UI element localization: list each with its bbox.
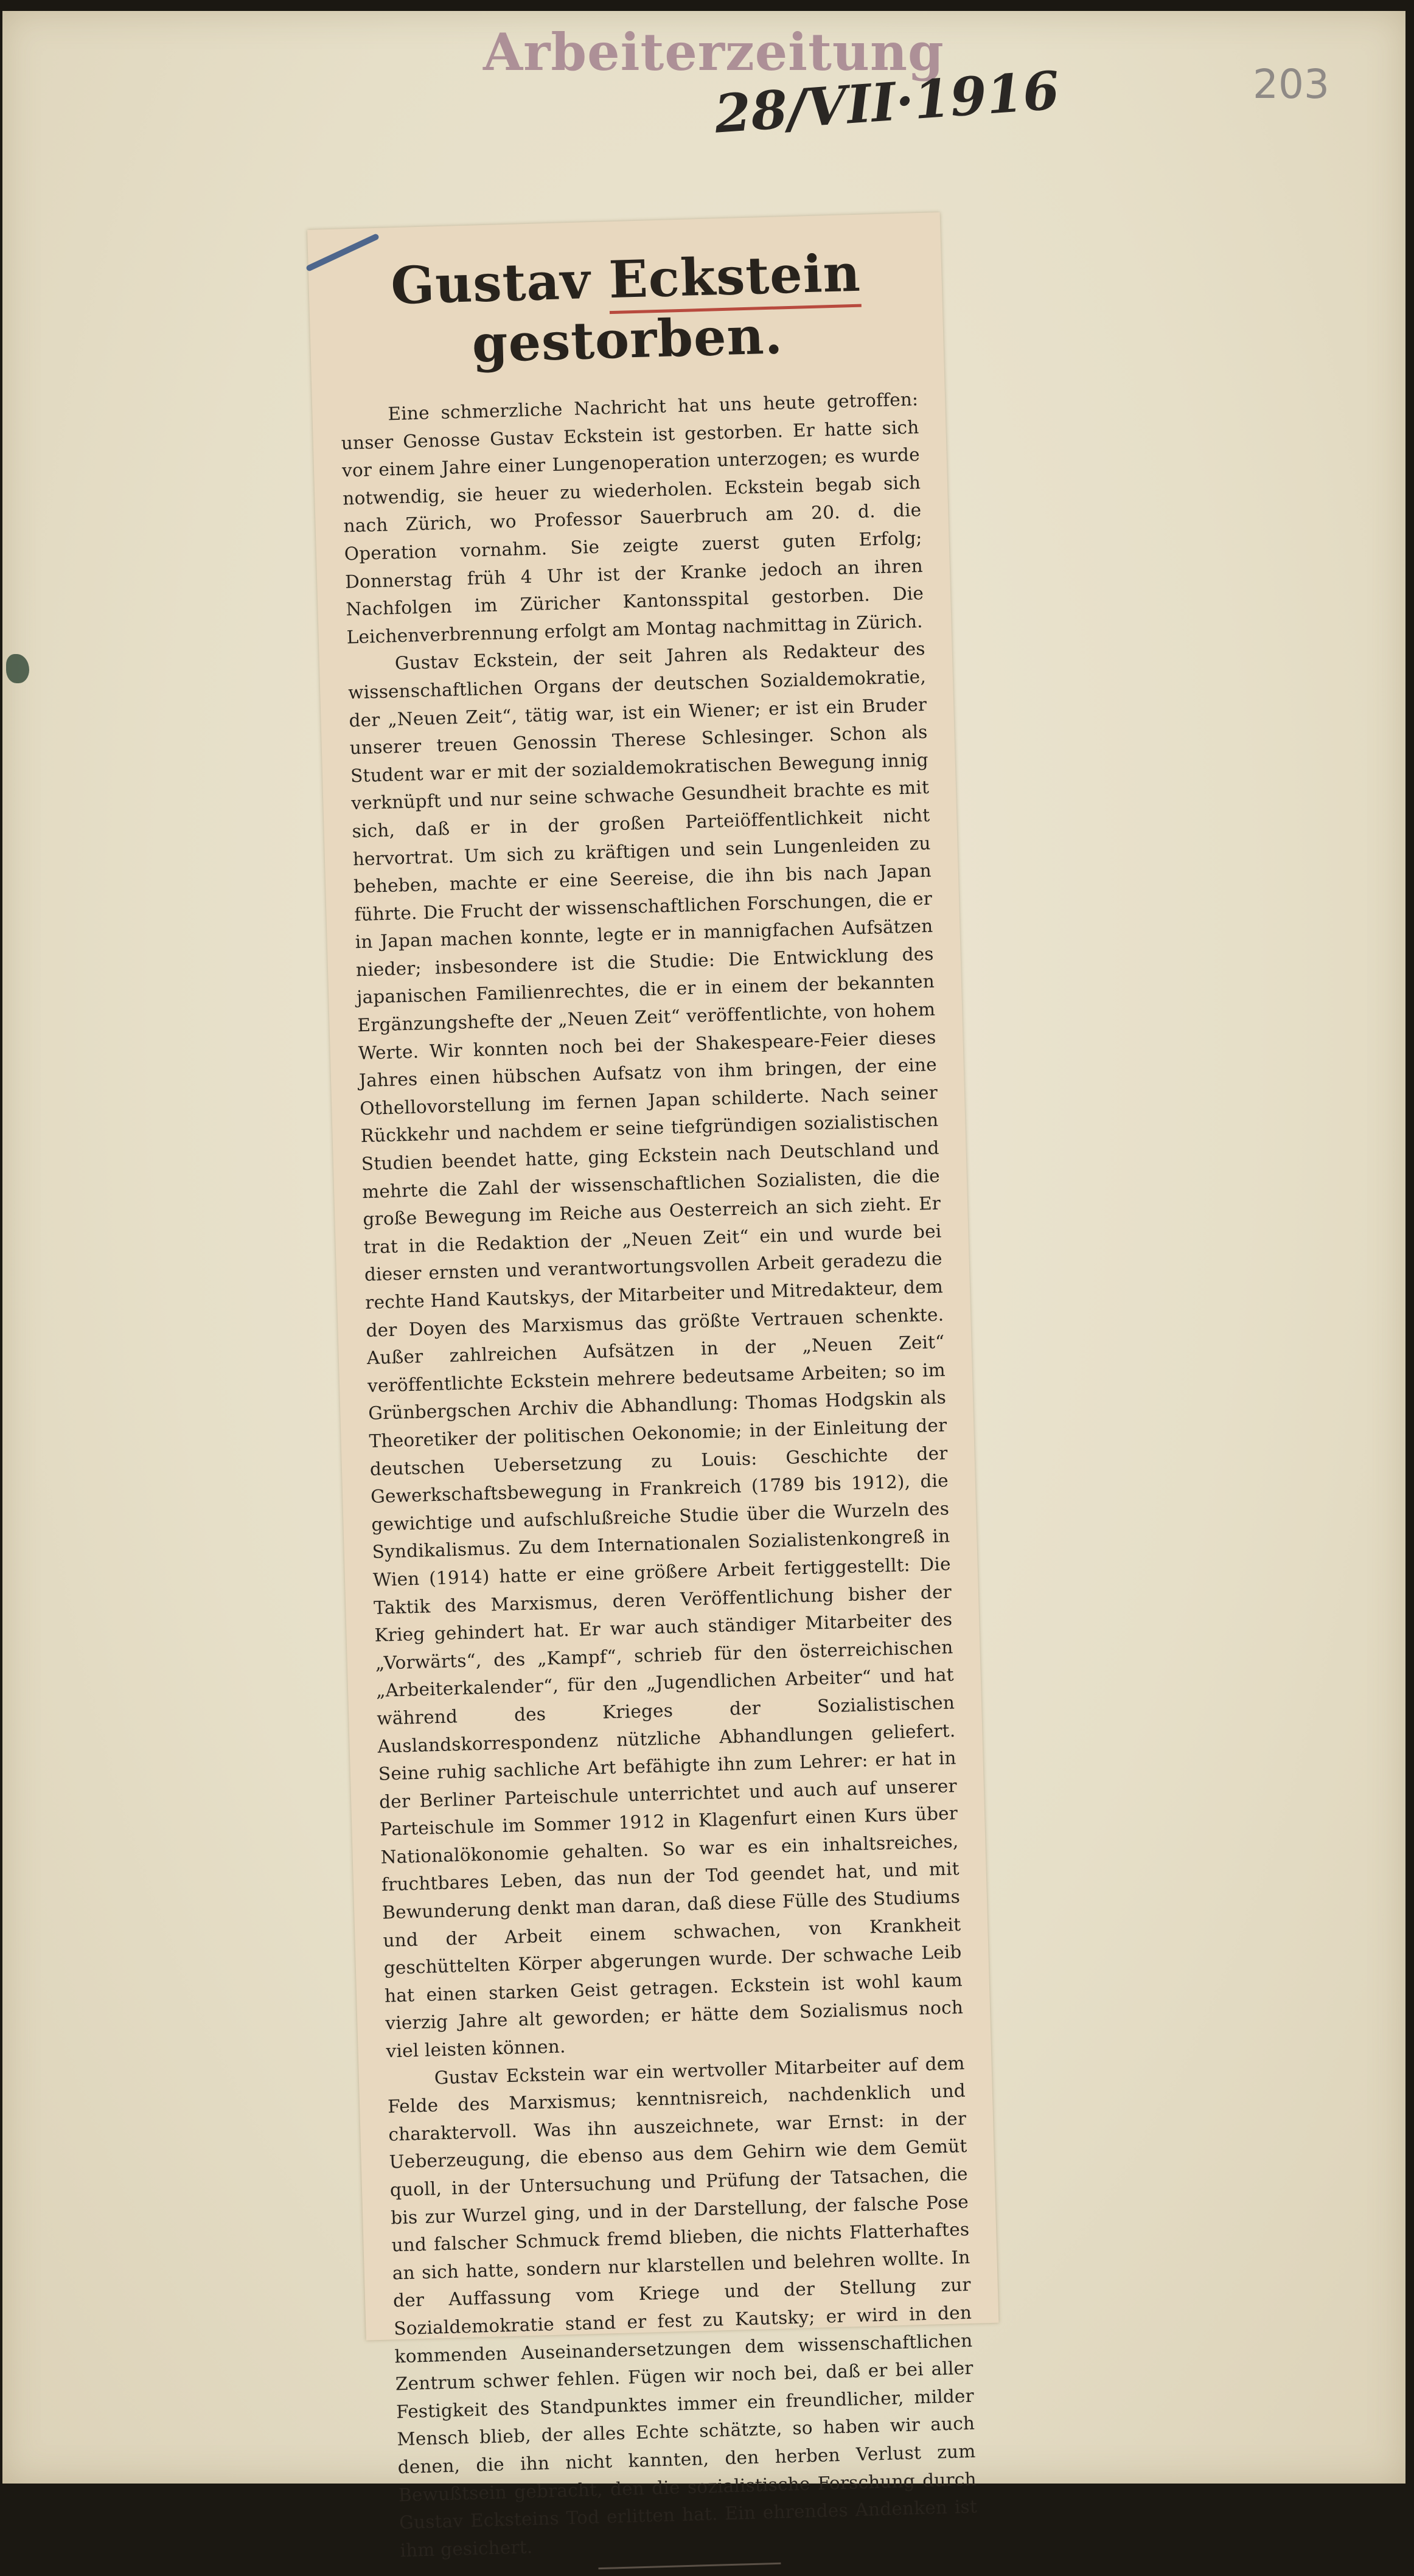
headline-underlined-name: Eckstein <box>608 243 862 315</box>
end-rule <box>598 2563 781 2569</box>
article-paragraph: Gustav Eckstein, der seit Jahren als Redakteur des wissenschaftlichen Organs der deutschen Sozialdemokratie, der „Neuen Zeit“, tätig war, ist ein Wiener; er ist ein Bruder unserer treuen Genossin Therese Schlesinger. Schon als Student war er mit der sozialdemokratischen Bewegung innig verknüpft und nur seine schwache Gesundheit brachte es mit sich, daß er in der großen Parteiöffentlichkeit nicht hervortrat. Um sich zu kräftigen und sein Lungenleiden zu beheben, machte er eine Seereise, die ihn bis nach Japan führte. Die Frucht der wissenschaftlichen Forschungen, die er in Japan machen konnte, legte er in mannigfachen Aufsätzen nieder; insbesondere ist die Studie: Die Entwicklung des japanischen Familienrechtes, die er in einem der bekannten Ergänzungshefte der „Neuen Zeit“ veröffentlichte, von hohem Werte. Wir konnten noch bei der Shakespeare-Feier dieses Jahres einen hübschen Aufsatz von ihm bringen, der eine Othellovorstellung im fernen Japan schilderte. Nach seiner Rückkehr und nachdem er seine tiefgründigen sozialistischen Studien beendet hatte, ging Eckstein nach Deutschland und mehrte die Zahl der wissenschaftlichen Sozialisten, die die große Bewegung im Reiche aus Oesterreich an sich zieht. Er trat in die Redaktion der „Neuen Zeit“ ein und wurde bei dieser ernsten und verantwortungsvollen Arbeit geradezu die rechte Hand Kautskys, der Mitarbeiter und Mitredakteur, dem der Doyen des Marxismus das größte Vertrauen schenkte. Außer zahlreichen Aufsätzen in der „Neuen Zeit“ veröffentlichte Eckstein mehrere bedeutsame Arbeiten; so im Grünbergschen Archiv die Abhandlung: Thomas Hodgskin als Theoretiker der politischen Oekonomie; in der Einleitung der deutschen Uebersetzung zu Louis: Geschichte der Gewerkschaftsbewegung in Frankreich (1789 bis 1912), die gewichtige und aufschlußreiche Studie über die Wurzeln des Syndikalismus. Zu dem Internationalen Sozialistenkongreß in Wien (1914) hatte er eine größere Arbeit fertiggestellt: Die Taktik des Marxismus, deren Veröffentlichung bisher der Krieg gehindert hat. Er war auch ständiger Mitarbeiter des „Vorwärts“, des „Kampf“, schrieb für den österreichischen „Arbeiterkalender“, für den „Jugendlichen Arbeiter“ und hat während des Krieges der Sozialistischen Auslandskorrespondenz nützliche Abhandlungen geliefert. Seine ruhig sachliche Art befähigte ihn zum Lehrer: er hat in der Berliner Parteischule unterrichtet und auch auf unserer Parteischule im Sommer 1912 in Klagenfurt einen Kurs über Nationalökonomie gehalten. So war es ein inhaltsreiches, fruchtbares Leben, das nun der Tod geendet hat, und mit Bewunderung denkt man daran, daß diese Fülle des Studiums und der Arbeit einem schwachen, von Krankheit geschüttelten Körper abgerungen wurde. Der schwache Leib hat einen starken Geist getragen. Eckstein ist wohl kaum vierzig Jahre alt geworden; er hätte dem Sozialismus noch viel leisten können. <box>347 638 964 2062</box>
article-paragraph: Gustav Eckstein war ein wertvoller Mitarbeiter auf dem Felde des Marxismus; kenntnisreich, nachdenklich und charaktervoll. Was ihn auszeichnete, war Ernst: in der Ueberzeugung, die ebenso aus dem Gehirn wie dem Gemüt quoll, in der Untersuchung und Prüfung der Tatsachen, die bis zur Wurzel ging, und in der Darstellung, der falsche Pose und falscher Schmuck fremd blieben, die nichts Flatterhaftes an sich hatte, sondern nur klarstellen und belehren wollte. In der Auffassung vom Kriege und der Stellung zur Sozialdemokratie stand er fest zu Kautsky; er wird in den kommenden Auseinandersetzungen dem wissenschaftlichen Zentrum schwer fehlen. Fügen wir noch bei, daß er bei aller Festigkeit des Standpunktes immer ein freundlicher, milder Mensch blieb, der alles Echte schätzte, so haben wir auch denen, die ihn nicht kannten, den herben Verlust zum Bewußtsein gebracht, den die sozialistische Forschung durch Gustav Ecksteins Tod erlitten hat. Ein ehrendes Andenken ist ihm gesichert. <box>387 2052 978 2561</box>
headline-prefix: Gustav <box>390 249 610 316</box>
newspaper-stamp: Arbeiterzeitung <box>483 22 944 82</box>
handwritten-date: 28/VII·1916 <box>712 60 1062 145</box>
headline-suffix: gestorben. <box>471 305 784 374</box>
article-body <box>340 386 978 2564</box>
article-paragraph: Eine schmerzliche Nachricht hat uns heute getroffen: unser Genosse Gustav Eckstein ist gestorben. Er hatte sich vor einem Jahre einer Lungenoperation unterzogen; es wurde notwendig, sie heuer zu wiederholen. Eckstein begab sich nach Zürich, wo Professor Sauerbruch am 20. d. die Operation vornahm. Sie zeigte zuerst guten Erfolg; Donnerstag früh 4 Uhr ist der Kranke jedoch an ihren Nachfolgen im Züricher Kantonsspital gestorben. Die Leichenverbrennung erfolgt am Montag nachmittag in Zürich. <box>341 389 924 648</box>
clipping-headline <box>336 241 917 377</box>
ink-blot <box>6 654 29 683</box>
newspaper-clipping <box>307 212 998 2561</box>
page-number: 203 <box>1253 61 1329 108</box>
